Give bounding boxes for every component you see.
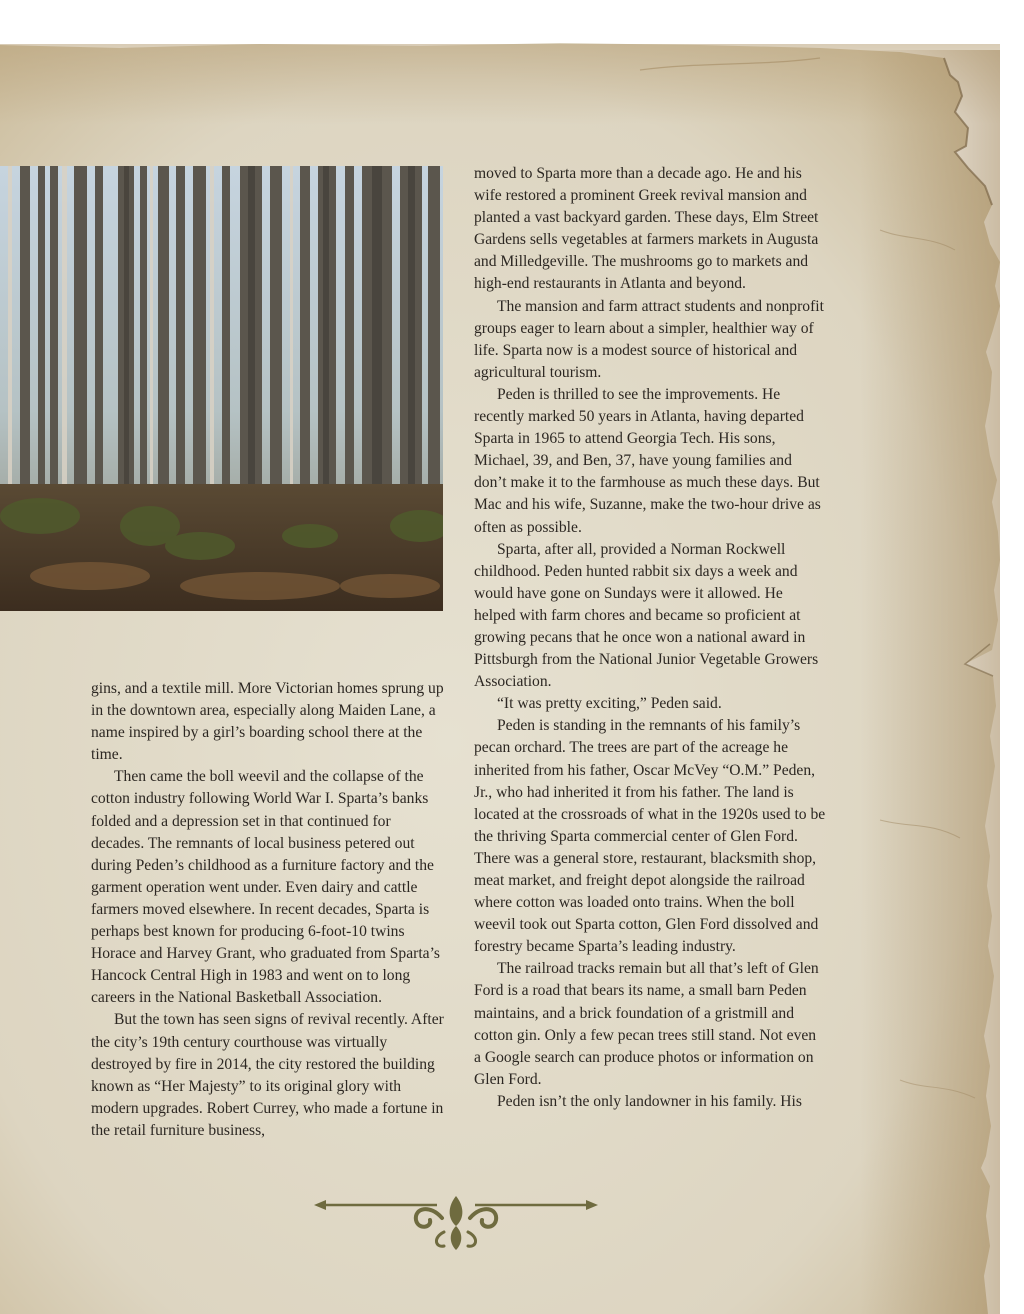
article-column-right bbox=[474, 163, 826, 1113]
article-paragraph: Then came the boll weevil and the collapse of the cotton industry following World War I. Sparta’s banks folded and a depression set in that continued for decades. The remnants of local business petered out during Peden’s childhood as a furniture factory and the garment operation went under. Even dairy and cattle farmers moved elsewhere. In recent decades, Sparta is perhaps best known for producing 6-foot-10 twins Horace and Harvey Grant, who graduated from Sparta’s Hancock Central High in 1983 and went on to long careers in the National Basketball Association. bbox=[91, 768, 440, 1007]
article-paragraph: Peden is thrilled to see the improvements. He recently marked 50 years in Atlanta, having departed Sparta in 1965 to attend Georgia Tech. His sons, Michael, 39, and Ben, 37, have young families and don’t make it to the farmhouse as much these days. But Mac and his wife, Suzanne, make the two-hour drive as often as possible. bbox=[474, 385, 821, 536]
pine-forest-image bbox=[0, 166, 443, 611]
fleuron-divider-icon bbox=[312, 1188, 600, 1254]
article-paragraph: gins, and a textile mill. More Victorian homes sprung up in the downtown area, especially along Maiden Lane, a name inspired by a girl’s boarding school there at the time. bbox=[91, 680, 444, 764]
article-paragraph: Peden is standing in the remnants of his family’s pecan orchard. The trees are part of the acreage he inherited from his father, Oscar McVey “O.M.” Peden, Jr., who had inherited it from his father. The land is located at the crossroads of what in the 1920s used to be the thriving Sparta commercial center of Glen Ford. There was a general store, restaurant, blacksmith shop, meat market, and freight depot alongside the railroad where cotton was loaded onto trains. When the boll weevil took out Sparta cotton, Glen Ford dissolved and forestry became Sparta’s leading industry. bbox=[474, 717, 826, 956]
article-paragraph: But the town has seen signs of revival recently. After the city’s 19th century courthouse was virtually destroyed by fire in 2014, the city restored the building known as “Her Majesty” to its original glory with modern upgrades. Robert Currey, who made a fortune in the retail furniture business, bbox=[91, 1011, 444, 1139]
article-paragraph: moved to Sparta more than a decade ago. He and his wife restored a prominent Greek revival mansion and planted a vast backyard garden. These days, Elm Street Gardens sells vegetables at farmers markets in Augusta and Milledgeville. The mushrooms go to markets and high-end restaurants in Atlanta and beyond. bbox=[474, 165, 819, 293]
article-paragraph: The mansion and farm attract students and nonprofit groups eager to learn about a simpler, healthier way of life. Sparta now is a modest source of historical and agricultural tourism. bbox=[474, 297, 824, 381]
article-paragraph: “It was pretty exciting,” Peden said. bbox=[497, 695, 722, 713]
pine-forest-photo bbox=[0, 166, 443, 611]
article-paragraph: Peden isn’t the only landowner in his family. His bbox=[497, 1092, 802, 1110]
article-paragraph: Sparta, after all, provided a Norman Rockwell childhood. Peden hunted rabbit six days a week and would have gone on Sundays were it allowed. He helped with farm chores and became so proficient at growing pecans that he once won a national award in Pittsburgh from the National Junior Vegetable Growers Association. bbox=[474, 540, 819, 691]
article-column-left bbox=[91, 678, 447, 1142]
article-paragraph: The railroad tracks remain but all that’s left of Glen Ford is a road that bears its name, a small barn Peden maintains, and a brick foundation of a gristmill and cotton gin. Only a few pecan trees still stand. Not even a Google search can produce photos or information on Glen Ford. bbox=[474, 960, 819, 1088]
